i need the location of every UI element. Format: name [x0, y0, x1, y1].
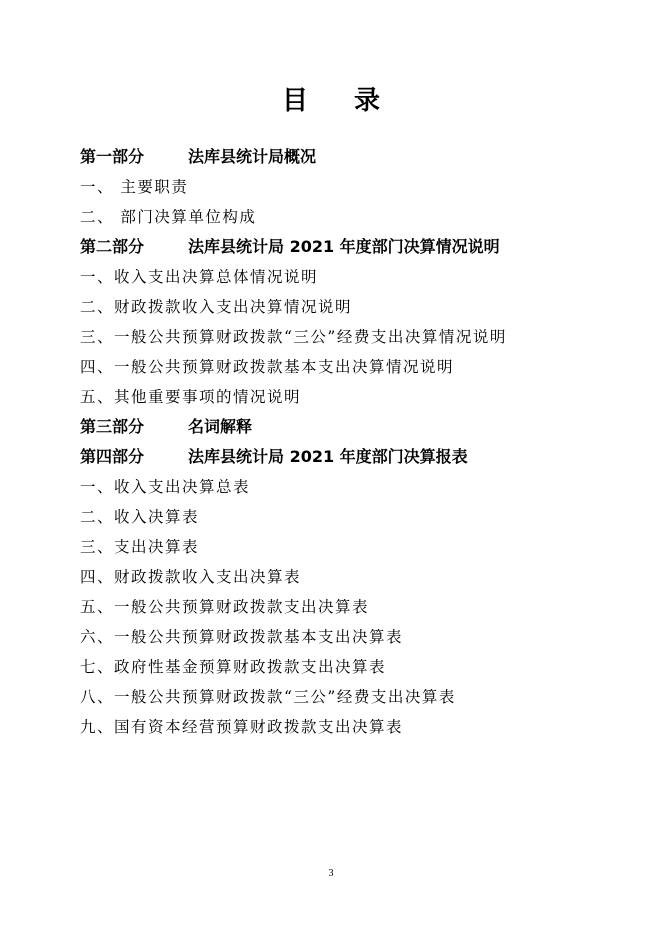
toc-part-heading: [80, 232, 600, 262]
toc-part-number: 第三部分: [80, 417, 145, 436]
toc-part-title: 法库县统计局 2021 年度部门决算报表: [188, 447, 468, 466]
toc-item: 二、 部门决算单位构成: [80, 208, 257, 226]
toc-part-heading: [80, 442, 600, 472]
toc-item: 四、财政拨款收入支出决算表: [80, 568, 302, 586]
toc-item: 六、一般公共预算财政拨款基本支出决算表: [80, 628, 404, 646]
toc-item: 四、一般公共预算财政拨款基本支出决算情况说明: [80, 358, 455, 376]
toc-part-number: 第一部分: [80, 147, 145, 166]
toc-item: 一、 主要职责: [80, 178, 189, 196]
toc-title: [0, 80, 662, 117]
toc-part-heading: [80, 142, 600, 172]
toc-item: 七、政府性基金预算财政拨款支出决算表: [80, 658, 387, 676]
toc-title-right: 录: [354, 86, 381, 116]
toc-item: 九、国有资本经营预算财政拨款支出决算表: [80, 718, 404, 736]
toc-item: 三、一般公共预算财政拨款“三公”经费支出决算情况说明: [80, 328, 507, 346]
toc-item: 三、支出决算表: [80, 538, 200, 556]
table-of-contents: [80, 142, 600, 742]
toc-part-number: 第二部分: [80, 237, 145, 256]
toc-part-heading: [80, 412, 600, 442]
toc-part-title: 法库县统计局概况: [188, 147, 317, 166]
toc-part-title: 名词解释: [188, 417, 253, 436]
toc-part-number: 第四部分: [80, 447, 145, 466]
toc-item: 二、财政拨款收入支出决算情况说明: [80, 298, 353, 316]
toc-part-title: 法库县统计局 2021 年度部门决算情况说明: [188, 237, 500, 256]
page-number: 3: [328, 868, 334, 879]
toc-item: 五、其他重要事项的情况说明: [80, 388, 302, 406]
toc-item: 五、一般公共预算财政拨款支出决算表: [80, 598, 370, 616]
toc-item: 二、收入决算表: [80, 508, 200, 526]
toc-item: 一、收入支出决算总表: [80, 478, 251, 496]
toc-item: 八、一般公共预算财政拨款“三公”经费支出决算表: [80, 688, 456, 706]
toc-title-left: 目: [281, 86, 308, 116]
toc-item: 一、收入支出决算总体情况说明: [80, 268, 319, 286]
